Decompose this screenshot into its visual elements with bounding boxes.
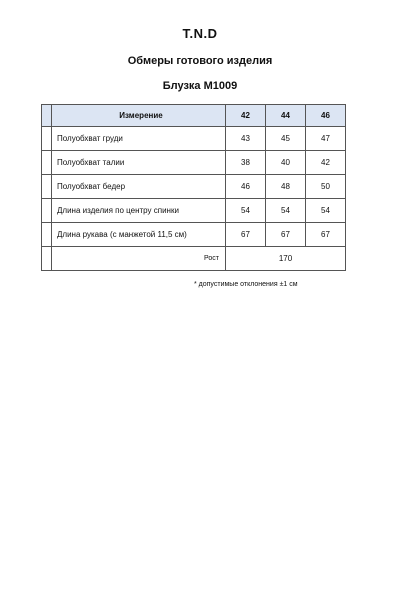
index-cell: [42, 127, 52, 151]
measure-value: 54: [306, 199, 346, 223]
measure-value: 47: [306, 127, 346, 151]
index-cell: [42, 105, 52, 127]
measure-value: 42: [306, 151, 346, 175]
measure-value: 50: [306, 175, 346, 199]
measure-value: 67: [306, 223, 346, 247]
measure-value: 67: [266, 223, 306, 247]
measure-header: Измерение: [52, 105, 226, 127]
measure-label: Полуобхват талии: [52, 151, 226, 175]
size-header: 44: [266, 105, 306, 127]
size-header: 46: [306, 105, 346, 127]
index-cell: [42, 223, 52, 247]
measure-value: 43: [226, 127, 266, 151]
measure-value: 40: [266, 151, 306, 175]
document-subtitle: Обмеры готового изделия: [127, 55, 273, 67]
table-row: [42, 175, 346, 199]
size-chart-table: [41, 104, 346, 271]
tolerance-footnote: * допустимые отклонения ±1 см: [194, 281, 298, 288]
index-cell: [42, 247, 52, 271]
measure-value: 67: [226, 223, 266, 247]
size-header: 42: [226, 105, 266, 127]
table-row: [42, 151, 346, 175]
table-row: [42, 223, 346, 247]
table-row: [42, 127, 346, 151]
index-cell: [42, 175, 52, 199]
measure-value: 54: [266, 199, 306, 223]
height-row: [42, 247, 346, 271]
table-header-row: [42, 105, 346, 127]
measure-label: Длина изделия по центру спинки: [52, 199, 226, 223]
measure-value: 48: [266, 175, 306, 199]
measure-value: 54: [226, 199, 266, 223]
measure-label: Длина рукава (с манжетой 11,5 см): [52, 223, 226, 247]
product-model: Блузка М1009: [162, 80, 238, 92]
measure-label: Полуобхват бедер: [52, 175, 226, 199]
measure-value: 45: [266, 127, 306, 151]
height-label: Рост: [52, 247, 226, 271]
measure-value: 38: [226, 151, 266, 175]
brand-title: T.N.D: [182, 26, 218, 41]
index-cell: [42, 151, 52, 175]
measure-value: 46: [226, 175, 266, 199]
measure-label: Полуобхват груди: [52, 127, 226, 151]
table-row: [42, 199, 346, 223]
height-value: 170: [226, 247, 346, 271]
index-cell: [42, 199, 52, 223]
